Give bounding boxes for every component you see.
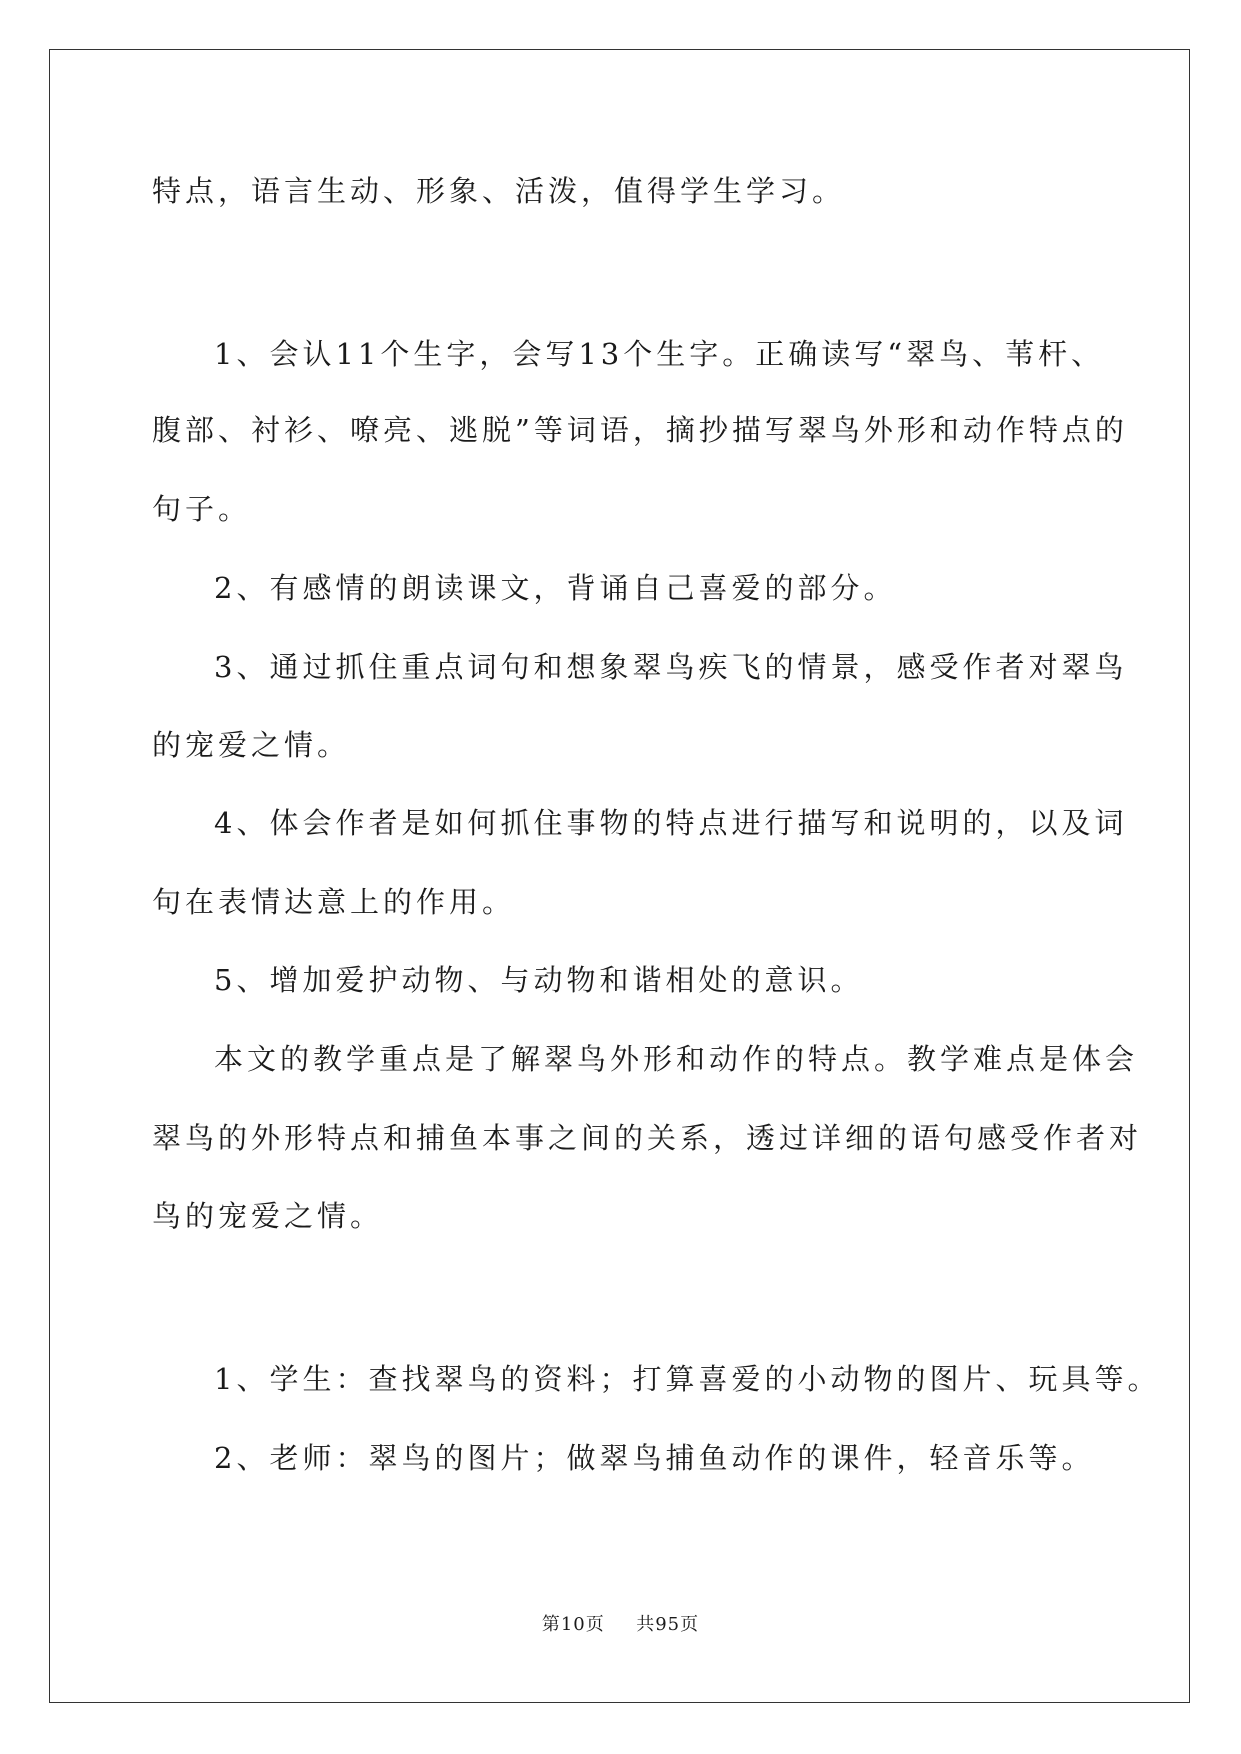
objective-2-line: 2、有感情的朗读课文，背诵自己喜爱的部分。 [214, 571, 897, 605]
objective-3-line: 的宠爱之情。 [152, 728, 351, 762]
objective-3-line: 3、通过抓住重点词句和想象翠鸟疾飞的情景，感受作者对翠鸟 [214, 650, 1128, 684]
objective-4-line: 句在表情达意上的作用。 [152, 885, 516, 919]
page-number: 第10页 [541, 1614, 605, 1635]
total-pages: 共95页 [636, 1614, 700, 1635]
page-footer [0, 1613, 1241, 1637]
objective-5-line: 5、增加爱护动物、与动物和谐相处的意识。 [214, 963, 864, 997]
preparation-teacher-line: 2、老师：翠鸟的图片；做翠鸟捕鱼动作的课件，轻音乐等。 [214, 1441, 1095, 1475]
focus-paragraph-line: 本文的教学重点是了解翠鸟外形和动作的特点。教学难点是体会 [214, 1042, 1139, 1076]
focus-paragraph-line: 翠鸟的外形特点和捕鱼本事之间的关系，透过详细的语句感受作者对 [152, 1121, 1143, 1155]
paragraph-line: 特点，语言生动、形象、活泼，值得学生学习。 [152, 174, 846, 208]
focus-paragraph-line: 鸟的宠爱之情。 [152, 1199, 384, 1233]
objective-1-line: 1、会认11个生字，会写13个生字。正确读写“翠鸟、苇杆、 [214, 337, 1105, 371]
objective-1-line: 句子。 [152, 492, 252, 526]
objective-1-line: 腹部、衬衫、嘹亮、逃脱”等词语，摘抄描写翠鸟外形和动作特点的 [152, 413, 1128, 447]
preparation-student-line: 1、学生：查找翠鸟的资料；打算喜爱的小动物的图片、玩具等。 [214, 1362, 1161, 1396]
objective-4-line: 4、体会作者是如何抓住事物的特点进行描写和说明的，以及词 [214, 806, 1128, 840]
